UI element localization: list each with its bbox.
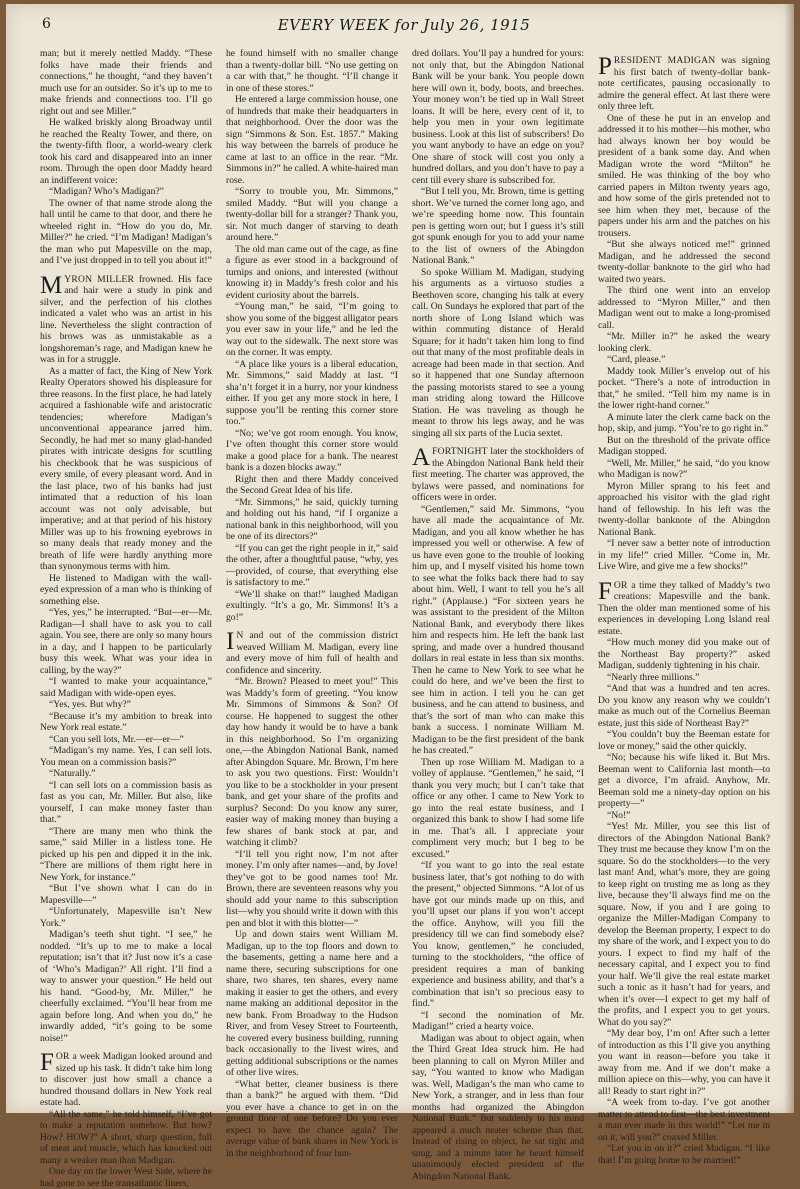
drop-cap: M	[40, 271, 63, 299]
paragraph: The old man came out of the cage, as fine a figure as ever stood in a background of turnips and onions, and interested (without knowing it) in Maddy’s fresh color and his evident curiosity about the barrels.	[226, 243, 398, 301]
paragraph: “Yes, yes. But why?”	[49, 699, 131, 710]
lead-in-text: FORTNIGHT	[432, 446, 488, 457]
paragraph: “Sorry to trouble you, Mr. Simmons,” smiled Maddy. “But will you change a twenty-dollar bill for a stranger? Thank you, sir. Not much danger of starving to death around here.”	[226, 186, 398, 243]
section-opening-paragraph	[412, 446, 584, 504]
column-1	[40, 48, 212, 1189]
paragraph: “Mr. Brown? Pleased to meet you!” This was Maddy’s form of greeting. “You know Mr. Simmons of Simmons & Son? Of course. He happened to suggest the other day how handy it would be to have a bank in this neighborhood. So I’m organizing one,—the Abingdon National Bank, named after Abingdon Square. Mr. Brown, I’m here to ask you two questions. First: Wouldn’t you like to be a stockholder in your present bank, and get your share of the profits and surplus? Second: Do you know any surer, easier way of making money than buying a few shares of bank stock at par, and watching it climb?	[226, 676, 398, 848]
paragraph: Right then and there Maddy conceived the Second Great Idea of his life.	[226, 473, 398, 496]
running-title: EVERY WEEK for July 26, 1915	[277, 16, 531, 34]
lead-in-text: OR	[613, 579, 628, 591]
column-3	[412, 48, 584, 1182]
section-opening-paragraph	[226, 630, 398, 676]
paragraph: One day on the lower West Side, where he had gone to see the transatlantic liners,	[40, 1166, 212, 1189]
paragraph: “Mr. Miller in?” he asked the weary looking clerk.	[598, 331, 770, 354]
paragraph-text: was signing his first batch of twenty-dollar bank-note certificates, pausing occasionally to admire the general effect. At last there were only three left.	[598, 55, 770, 112]
drop-cap: F	[598, 577, 612, 605]
lead-in-text: N	[236, 630, 244, 641]
column-2	[226, 48, 398, 1159]
drop-cap: A	[412, 444, 431, 471]
paragraph: “Unfortunately, Mapesville isn’t New York.”	[40, 906, 212, 929]
paragraph: “Madigan’s my name. Yes, I can sell lots. You mean on a commission basis?”	[40, 745, 212, 768]
paragraph: “Because it’s my ambition to break into New York real estate.”	[40, 710, 212, 733]
section-opening-paragraph	[598, 577, 770, 638]
paragraph: “But she always noticed me!” grinned Madigan, and he addressed the second twenty-dollar banknote to the girl who had waited two years.	[598, 239, 770, 285]
drop-cap: F	[40, 1049, 54, 1076]
paragraph: Madigan’s teeth shut tight. “I see,” he nodded. “It’s up to me to make a local reputation; isn’t that it? Just now it’s a case of ‘Who’s Madigan?’ All right. I’ll find a way to answer your question.” He held out his hand. “Good-by, Mr. Miller,” he cheerfully exclaimed. “You’ll hear from me again before long. And when you do,” he inwardly added, “it’s going to be some noise!”	[40, 929, 212, 1044]
paragraph: “Mr. Simmons,” he said, quickly turning and holding out his hand, “if I organize a national bank in this neighborhood, will you be one of its directors?”	[226, 496, 398, 542]
paragraph: “A place like yours is a liberal education, Mr. Simmons,” said Maddy at last. “I sha’n’t forget it in a hurry, nor your kindness either. If you get any more stock in here, I suppose you’ll be renting this corner store too.”	[226, 358, 398, 427]
paragraph: One of these he put in an envelop and addressed it to his mother—his mother, who had always known her boy would be president of a bank some day. And when Madigan wrote the word “Milton” he smiled. He was thinking of the boy who carried papers in Milton twenty years ago, and how some of the girls pretended not to see him when they met, because of the papers under his arm and the patches on his trousers.	[598, 112, 770, 239]
paragraph: “All the same,” he told himself, “I’ve got to make a reputation somehow. But how? How? HOW?” A short, sharp question, full of meat and muscle, which has knocked out many a weaker man than Madigan.	[40, 1108, 212, 1166]
page-number: 6	[42, 16, 51, 32]
drop-cap: P	[598, 53, 612, 80]
paragraph: “But I tell you, Mr. Brown, time is getting short. We’ve turned the corner long ago, and we’re speeding home now. This fountain pen is getting worn out; but I guess it’s still got spunk enough for you to add your name to the list of owners of the Abingdon National Bank.”	[412, 186, 584, 266]
paragraph: “I never saw a better note of introduction in my life!” cried Miller. “Come in, Mr. Live Wire, and give me a few shocks!”	[598, 538, 770, 572]
paragraph: The owner of that name strode along the hall until he came to that door, and there he wheeled right in. “How do you do, Mr. Miller?” he cried. “I’m Madigan! Madigan’s the man who put Mapesville on the map, and I’ve just dropped in to tell you about it!”	[40, 197, 212, 266]
paragraph: “A week from to-day. I’ve got another matter to attend to first—the best investment a man ever made in this world!” “Let me in on it, will you?” coaxed Miller.	[598, 1097, 770, 1143]
paragraph: “Can you sell lots, Mr.—er—er—”	[49, 733, 184, 745]
paragraph: He walked briskly along Broadway until he reached the Realty Tower, and there, on the twenty-fifth floor, a world-weary clerk took his card and disappeared into an inner room. Through the open door Maddy heard an indifferent voice:	[40, 117, 212, 186]
page-header	[42, 16, 766, 38]
paragraph: “I second the nomination of Mr. Madigan!” cried a hearty voice.	[412, 1009, 584, 1032]
paragraph: “And that was a hundred and ten acres. Do you know any reason why we couldn’t make as much out of the Cornelius Beeman estate, just this side of Northeast Bay?”	[598, 683, 770, 729]
paragraph: “Young man,” he said, “I’m going to show you some of the biggest alligator pears you ever saw in your life,” and he led the way out to the sidewalk. The next store was on the corner. It was empty.	[226, 301, 398, 358]
lead-in-text: OR	[55, 1051, 70, 1062]
paragraph: “But I’ve shown what I can do in Mapesville—”	[40, 883, 212, 906]
paragraph: “You couldn’t buy the Beeman estate for love or money,” said the other quickly.	[598, 729, 770, 752]
section-opening-paragraph	[40, 1051, 212, 1109]
drop-cap: I	[226, 628, 235, 655]
magazine-page	[6, 4, 794, 1189]
paragraph: “There are many men who think the same,” said Miller in a listless tone. He picked up his pen and dipped it in the ink. “There are millions of them right here in New York, for instance.”	[40, 825, 212, 883]
paragraph: Maddy took Miller’s envelop out of his pocket. “There’s a note of introduction in that,” he smiled. “Tell him my name is in the lower right-hand corner.”	[598, 365, 770, 411]
paragraph: “No; because his wife liked it. But Mrs. Beeman went to California last month—to get a divorce, I’m afraid. Anyhow, Mr. Beeman sold me a ninety-day option on his property—”	[598, 752, 770, 809]
section-opening-paragraph	[40, 271, 212, 366]
paragraph: “If you want to go into the real estate business later, that’s got nothing to do with the present,” objected Simmons. “A lot of us have got our minds made up on this, and you’ll upset our plans if you won’t accept the office. Anyhow, will you fill the presidency till we can find somebody else? You know, gentlemen,” he concluded, turning to the stockholders, “the office of president requires a man of banking experience and business ability, and that’s a combination that isn’t so precious easy to find.”	[412, 860, 584, 1009]
paragraph: “We’ll shake on that!” laughed Madigan exultingly. “It’s a go, Mr. Simmons! It’s a go!”	[226, 588, 398, 623]
paragraph-text: a week Madigan looked around and sized up his task. It didn’t take him long to discover just how small a chance a hundred thousand dollars in New York real estate had.	[40, 1051, 212, 1108]
column-4	[598, 48, 770, 1166]
paragraph: “Well, Mr. Miller,” he said, “do you know who Madigan is now?”	[598, 457, 770, 480]
paragraph: “How much money did you make out of the Northeast Bay property?” asked Madigan, suddenly tightening in his chair.	[598, 637, 770, 671]
paragraph: As a matter of fact, the King of New York Realty Operators showed his displeasure for three reasons. In the first place, he had lately acquired a fashionable wife and aristocratic tendencies; wherefore Madigan’s unconventional appearance jarred him. Secondly, he had met so many glad-handed pirates with intricate designs for scuttling his checkbook that he was suspicious of every smile, of every pleasant word. And in the last place, two of his banks had just intimated that a reduction of his loan account was not only advisable, but imperative; and at that period of his history Miller was up to his frowning eyebrows in so many deals that ready money and the breath of life were hardly anything more than synonymous terms with him.	[40, 365, 212, 572]
paragraph: “Yes! Mr. Miller, you see this list of directors of the Abingdon National Bank? They trust me because they know I’m on the square. So do the stockholders—to the very last man! And, what’s more, they are going to keep right on trusting me as long as they live, because they’ll always find me on the square. Now, if you and I are going to organize the Miller-Madigan Company to develop the Beeman property, I expect to do my share of the work, and I expect you to do yours. I expect to find my half of the necessary capital, and I expect you to find your half. We’ll give the real estate market such a tonic as it hasn’t had for years, and when it’s over—I expect to get my half of the profits, and I expect you to get yours. What do you say?”	[598, 821, 770, 1028]
paragraph: “I’ll tell you right now, I’m not after money. I’m only after names—and, by Jove! they’ve got to be good names too! Mr. Brown, there are seventeen reasons why you should add your name to this subscription list—why you should write it down with this pen and blot it with this blotter—”	[226, 848, 398, 929]
paragraph: “No!”	[607, 809, 631, 821]
paragraph: “Gentlemen,” said Mr. Simmons, “you have all made the acquaintance of Mr. Madigan, and you all know whether he has impressed you well or otherwise. A few of us have even gone to the trouble of looking him up, and I myself visited his home town to see what the folks back there had to say about him. Well, I want to tell you he’s all right.” (Applause.) “For sixteen years he was assistant to the president of the Milton National Bank, and everybody there likes him and respects him. He left the bank last spring, and made over a hundred thousand dollars in real estate in less than six months. Then he came to New York to see what he could do here, and we’ve been the first to see him in action. I tell you he can get business, and he can attend to business, and that’s the sort of man who can make this bank a success. I nominate William M. Madigan to be the first president of the bank he has created.”	[412, 503, 584, 756]
paragraph-text: and out of the commission district weaved William M. Madigan, every line and every move of him full of health and confidence and sincerity.	[226, 630, 398, 676]
paragraph: dred dollars. You’ll pay a hundred for yours: not only that, but the Abingdon National Bank will be your bank. You people down here will own it, body, boots, and breeches. Your money won’t be tied up in Wall Street loans. It will be here, every cent of it, to help you men in your own legitimate business. Look at this list of subscribers! Do you want anybody to have an edge on you? One share of stock will cost you only a hundred dollars, and you don’t have to pay a cent till every share is subscribed for.	[412, 48, 584, 186]
paragraph: “Yes, yes,” he interrupted. “But—er—Mr. Radigan—I shall have to ask you to call again. You see, there are only so many hours in a day, and I happen to be particularly busy this week. What was your idea in calling, by the way?”	[40, 607, 212, 676]
paragraph: “My dear boy, I’m on! After such a letter of introduction as this I’ll give you anything you want in reason—before you take it away from me. And if we don’t make a million apiece on this—why, you can have it all! Ready to start right in?”	[598, 1028, 770, 1097]
paragraph: Then up rose William M. Madigan to a volley of applause. “Gentlemen,” he said, “I thank you very much; but I can’t take that office or any other. I came to New York to go into the real estate business, and I organized this bank to show I had some life in me. That’s all. I appreciate your compliment very much; but I beg to be excused.”	[412, 756, 584, 860]
page-edge-shadow	[784, 4, 794, 1113]
paragraph: man; but it merely nettled Maddy. “These folks have made their friends and connections,” he thought, “and they haven’t much use for an outsider. So it’s up to me to make friends and connections too. I’ll go right out and see Miller.”	[40, 48, 212, 117]
paragraph: He listened to Madigan with the wall-eyed expression of a man who is thinking of something else.	[40, 572, 212, 607]
paragraph: “If you can get the right people in it,” said the other, after a thoughtful pause, “why, yes—provided, of course, that everything else is satisfactory to me.”	[226, 542, 398, 588]
paragraph: So spoke William M. Madigan, studying his arguments as a virtuoso studies a Beethoven score, changing his talk at every call. On Sundays he explored that part of the north shore of Long Island which was within commuting distance of Herald Square; for it hadn’t taken him long to find out that many of the most profitable deals in acreage had been made in that section. And so it happened that one Sunday afternoon the passing motorists stared to see a young man striding along toward the Hillcove Station. He was traveling as though he meant to throw his legs away, and he was singing all six parts of the Lucia sextet.	[412, 266, 584, 439]
paragraph-text: a time they talked of Maddy’s two creations: Mapesville and the bank. Then the older man mentioned some of his experiences in developing Long Island real estate.	[598, 579, 770, 637]
paragraph: He entered a large commission house, one of hundreds that make their headquarters in that neighborhood. Over the door was the sign “Simmons & Son. Est. 1857.” Making his way between the barrels of produce he came at last to an office in the rear. “Mr. Simmons in?” he called. A white-haired man rose.	[226, 94, 398, 186]
paragraph: “Nearly three millions.”	[607, 671, 700, 683]
paragraph: “I can sell lots on a commission basis as fast as you can, Mr. Miller. But also, like yourself, I can make money faster than that.”	[40, 779, 212, 825]
paragraph: But on the threshold of the private office Madigan stopped.	[598, 434, 770, 457]
paragraph-text: frowned. His face and hair were a study in pink and silver, and the perfection of his clothes indicated a valet who was an artist in his line. Nevertheless the slight contraction of his brows was as unmistakable as a longshoreman’s rage, and Madigan knew he was in for a struggle.	[40, 273, 212, 365]
article-columns	[40, 48, 770, 1189]
paragraph: “Naturally.”	[49, 768, 96, 779]
section-opening-paragraph	[598, 55, 770, 113]
paragraph-text: later the stockholders of the Abingdon National Bank held their first meeting. The charter was approved, the bylaws were passed, and nominations for officers were in order.	[412, 446, 584, 503]
paragraph: “What better, cleaner business is there than a bank?” he argued with them. “Did you ever have a chance to get in on the ground floor of one before? Do you ever expect to have the chance again? The average value of bank shares in New York is in the neighborhood of four hun-	[226, 1078, 398, 1159]
paragraph: Up and down stairs went William M. Madigan, up to the top floors and down to the basements, getting a name here and a name there, securing subscriptions for one share, two shares, ten shares, every name making it easier to get the others, and every name making an additional depositor in the new bank. From Broadway to the Hudson River, and from Vesey Street to Fourteenth, he covered every business building, running back occasionally to the livest wires, and getting additional subscriptions or the names of other live wires.	[226, 929, 398, 1078]
paragraph: Madigan was about to object again, when the Third Great Idea struck him. He had been planning to call on Myron Miller and say, “You wanted to know who Madigan was. Well, Madigan’s the man who came to New York, a stranger, and in less than four months had organized the Abingdon National Bank.” But suddenly to his mind appeared a much neater scheme than that. Instead of rising to object, he sat tight and snug, and a minute later he heard himself unanimously elected president of the Abingdon National Bank.	[412, 1032, 584, 1182]
paragraph: The third one went into an envelop addressed to “Myron Miller,” and then Madigan went out to make a long-promised call.	[598, 285, 770, 331]
paragraph: “Let you in on it?” cried Madigan. “I like that! I’m going home to be married!”	[598, 1143, 770, 1166]
lead-in-text: YRON MILLER	[64, 273, 135, 285]
paragraph: “I wanted to make your acquaintance,” said Madigan with wide-open eyes.	[40, 676, 212, 699]
lead-in-text: RESIDENT MADIGAN	[613, 55, 716, 66]
paragraph: “No; we’ve got room enough. You know, I’ve often thought this corner store would make a good place for a bank. The nearest bank is a dozen blocks away.”	[226, 427, 398, 473]
paragraph: Myron Miller sprang to his feet and approached his visitor with the glad right hand of fellowship. In his left was the twenty-dollar banknote of the Abingdon National Bank.	[598, 480, 770, 538]
paragraph: “Card, please.”	[607, 354, 666, 365]
paragraph: “Madigan? Who’s Madigan?”	[49, 186, 164, 197]
paragraph: A minute later the clerk came back on the hop, skip, and jump. “You’re to go right in.”	[598, 411, 770, 434]
paragraph: he found himself with no smaller change than a twenty-dollar bill. “No use getting on a car with that,” he thought. “I’ll change it in one of these stores.”	[226, 48, 398, 94]
